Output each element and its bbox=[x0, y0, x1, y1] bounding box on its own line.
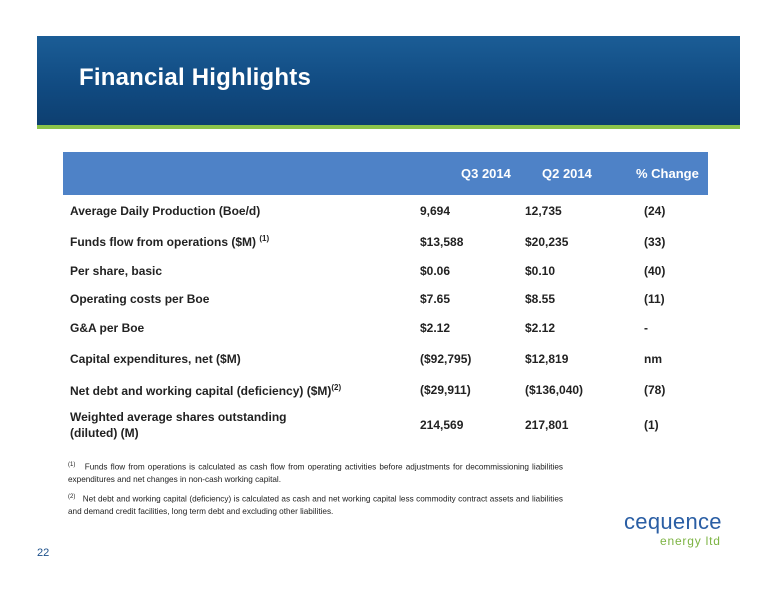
financial-highlights-table bbox=[63, 152, 708, 444]
footnote-1: $^{(1)}$ Funds flow from operations is calculated as cash flow from operating activities before adjustments for decommissioning liabilities expenditures and net changes in non-cash working capital. bbox=[68, 462, 564, 485]
footnote-marker: (2) bbox=[68, 493, 76, 500]
footnote-2: $^{(2)}$ Net debt and working capital (deficiency) is calculated as cash and net working capital less commodity contract assets and liabilities and demand credit facilities, long term debt and excluding other liabilities. bbox=[68, 493, 563, 516]
row-label: Funds flow from operations ($M) $^{(1)}$ bbox=[70, 234, 270, 249]
row-label: Capital expenditures, net ($M) bbox=[70, 351, 241, 366]
footnotes bbox=[68, 459, 563, 522]
row-change-value: (40) bbox=[644, 264, 666, 278]
row-change-value: nm bbox=[644, 351, 662, 366]
table-row bbox=[63, 406, 708, 444]
row-change-value: (78) bbox=[644, 383, 666, 397]
header-percent-change: % Change bbox=[636, 166, 699, 181]
row-change-value: (33) bbox=[644, 234, 666, 249]
table-row bbox=[63, 313, 708, 343]
table-row bbox=[63, 343, 708, 374]
company-logo-tagline: energy ltd bbox=[660, 534, 721, 548]
row-q3-value: 9,694 bbox=[420, 203, 451, 218]
row-label: G&A per Boe bbox=[70, 321, 145, 335]
row-q3-value: ($92,795) bbox=[420, 351, 472, 366]
footnote-marker: (1) bbox=[68, 462, 76, 468]
row-q2-value: $12,819 bbox=[525, 351, 569, 366]
slide-title: Financial Highlights bbox=[79, 64, 312, 91]
row-change-value: - bbox=[644, 321, 648, 335]
row-q2-value: $20,235 bbox=[525, 234, 569, 249]
table-row bbox=[63, 285, 708, 313]
row-q3-value: $7.65 bbox=[420, 292, 451, 306]
row-q2-value: ($136,040) bbox=[525, 383, 584, 397]
table-row bbox=[63, 195, 708, 226]
table-header-row bbox=[63, 152, 708, 195]
row-q3-value: $2.12 bbox=[420, 321, 451, 335]
row-q3-value: $0.06 bbox=[420, 264, 451, 278]
header-label-cell bbox=[63, 152, 413, 195]
row-q2-value: $2.12 bbox=[525, 321, 556, 335]
footnote-ref: (2) bbox=[331, 382, 342, 392]
row-q2-value: $0.10 bbox=[525, 264, 556, 278]
company-logo-name: cequence bbox=[624, 509, 722, 534]
row-label: Average Daily Production (Boe/d) bbox=[70, 203, 261, 218]
row-label: Operating costs per Boe bbox=[70, 292, 210, 306]
row-q3-value: 214,569 bbox=[420, 418, 464, 432]
row-q2-value: 12,735 bbox=[525, 203, 562, 218]
row-label: Net debt and working capital (deficiency) ($M)$^{(2)}$ bbox=[70, 382, 342, 398]
page-number: 22 bbox=[37, 547, 50, 559]
footnote-ref: (1) bbox=[259, 234, 270, 243]
row-change-value: (24) bbox=[644, 203, 666, 218]
row-change-value: (11) bbox=[644, 292, 665, 306]
banner-accent-rule bbox=[37, 125, 740, 129]
row-q2-value: 217,801 bbox=[525, 418, 569, 432]
row-label: Weighted average shares outstanding (diluted) (M) bbox=[70, 410, 287, 440]
header-q2-2014: Q2 2014 bbox=[542, 166, 592, 181]
table-row bbox=[63, 226, 708, 257]
row-q2-value: $8.55 bbox=[525, 292, 556, 306]
table-row bbox=[63, 374, 708, 406]
row-change-value: (1) bbox=[644, 418, 659, 432]
table-row bbox=[63, 257, 708, 285]
row-q3-value: ($29,911) bbox=[420, 383, 471, 397]
row-q3-value: $13,588 bbox=[420, 234, 464, 249]
row-label: Per share, basic bbox=[70, 264, 163, 278]
header-q3-2014: Q3 2014 bbox=[461, 166, 511, 181]
